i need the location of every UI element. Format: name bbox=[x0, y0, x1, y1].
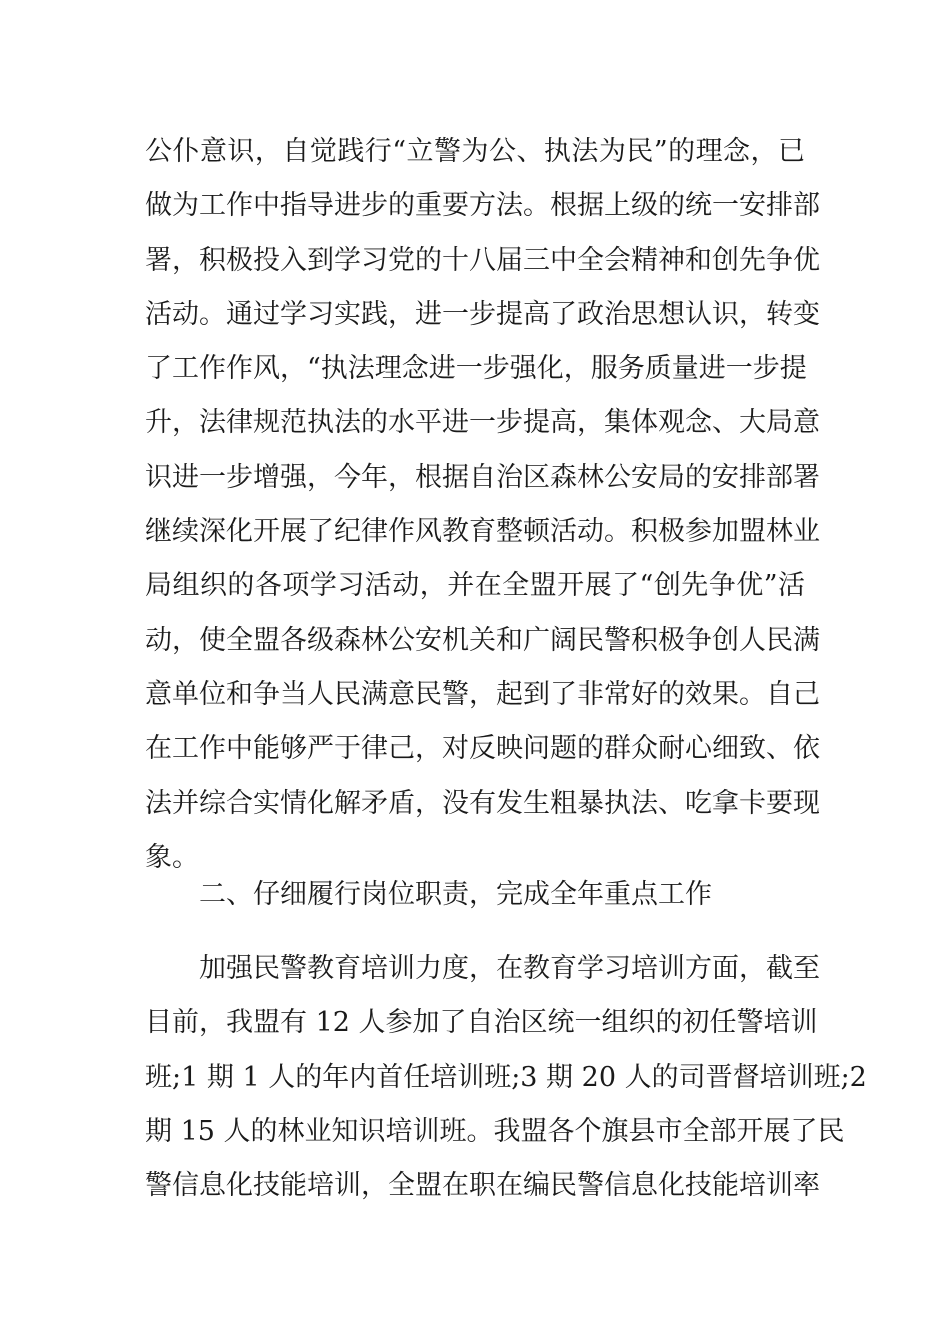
heading-text: 二、仔细履行岗位职责，完成全年重点工作 bbox=[199, 879, 712, 910]
text-line: 目前，我盟有 12 人参加了自治区统一组织的初任警培训 bbox=[145, 1007, 818, 1039]
text-line: 识进一步增强，今年，根据自治区森林公安局的安排部署 bbox=[145, 461, 820, 493]
text-line: 做为工作中指导进步的重要方法。根据上级的统一安排部 bbox=[145, 190, 820, 222]
text-line: 在工作中能够严于律己，对反映问题的群众耐心细致、依 bbox=[145, 733, 820, 765]
text-line: 期 15 人的林业知识培训班。我盟各个旗县市全部开展了民 bbox=[145, 1115, 845, 1147]
section-heading bbox=[145, 868, 805, 922]
text-line: 警信息化技能培训，全盟在职在编民警信息化技能培训率 bbox=[145, 1170, 820, 1202]
text-line: 公仆意识，自觉践行“立警为公、执法为民”的理念，已 bbox=[145, 136, 805, 167]
text-line: 班;1 期 1 人的年内首任培训班;3 期 20 人的司晋督培训班;2 bbox=[145, 1061, 867, 1093]
text-line: 继续深化开展了纪律作风教育整顿活动。积极参加盟林业 bbox=[145, 516, 820, 548]
text-line: 活动。通过学习实践，进一步提高了政治思想认识，转变 bbox=[145, 298, 820, 330]
text-line: 动，使全盟各级森林公安机关和广阔民警积极争创人民满 bbox=[145, 624, 820, 656]
paragraph-1 bbox=[145, 125, 820, 885]
paragraph-2 bbox=[145, 942, 867, 1213]
text-line: 意单位和争当人民满意民警，起到了非常好的效果。自己 bbox=[145, 678, 820, 710]
text-line: 加强民警教育培训力度，在教育学习培训方面，截至 bbox=[199, 953, 820, 984]
text-line: 象。 bbox=[145, 841, 199, 873]
text-line: 了工作作风，“执法理念进一步强化，服务质量进一步提 bbox=[145, 353, 807, 385]
text-line: 署，积极投入到学习党的十八届三中全会精神和创先争优 bbox=[145, 244, 820, 276]
text-line: 法并综合实情化解矛盾，没有发生粗暴执法、吃拿卡要现 bbox=[145, 787, 820, 819]
text-line: 升，法律规范执法的水平进一步提高，集体观念、大局意 bbox=[145, 407, 820, 439]
text-line: 局组织的各项学习活动，并在全盟开展了“创先争优”活 bbox=[145, 570, 805, 602]
